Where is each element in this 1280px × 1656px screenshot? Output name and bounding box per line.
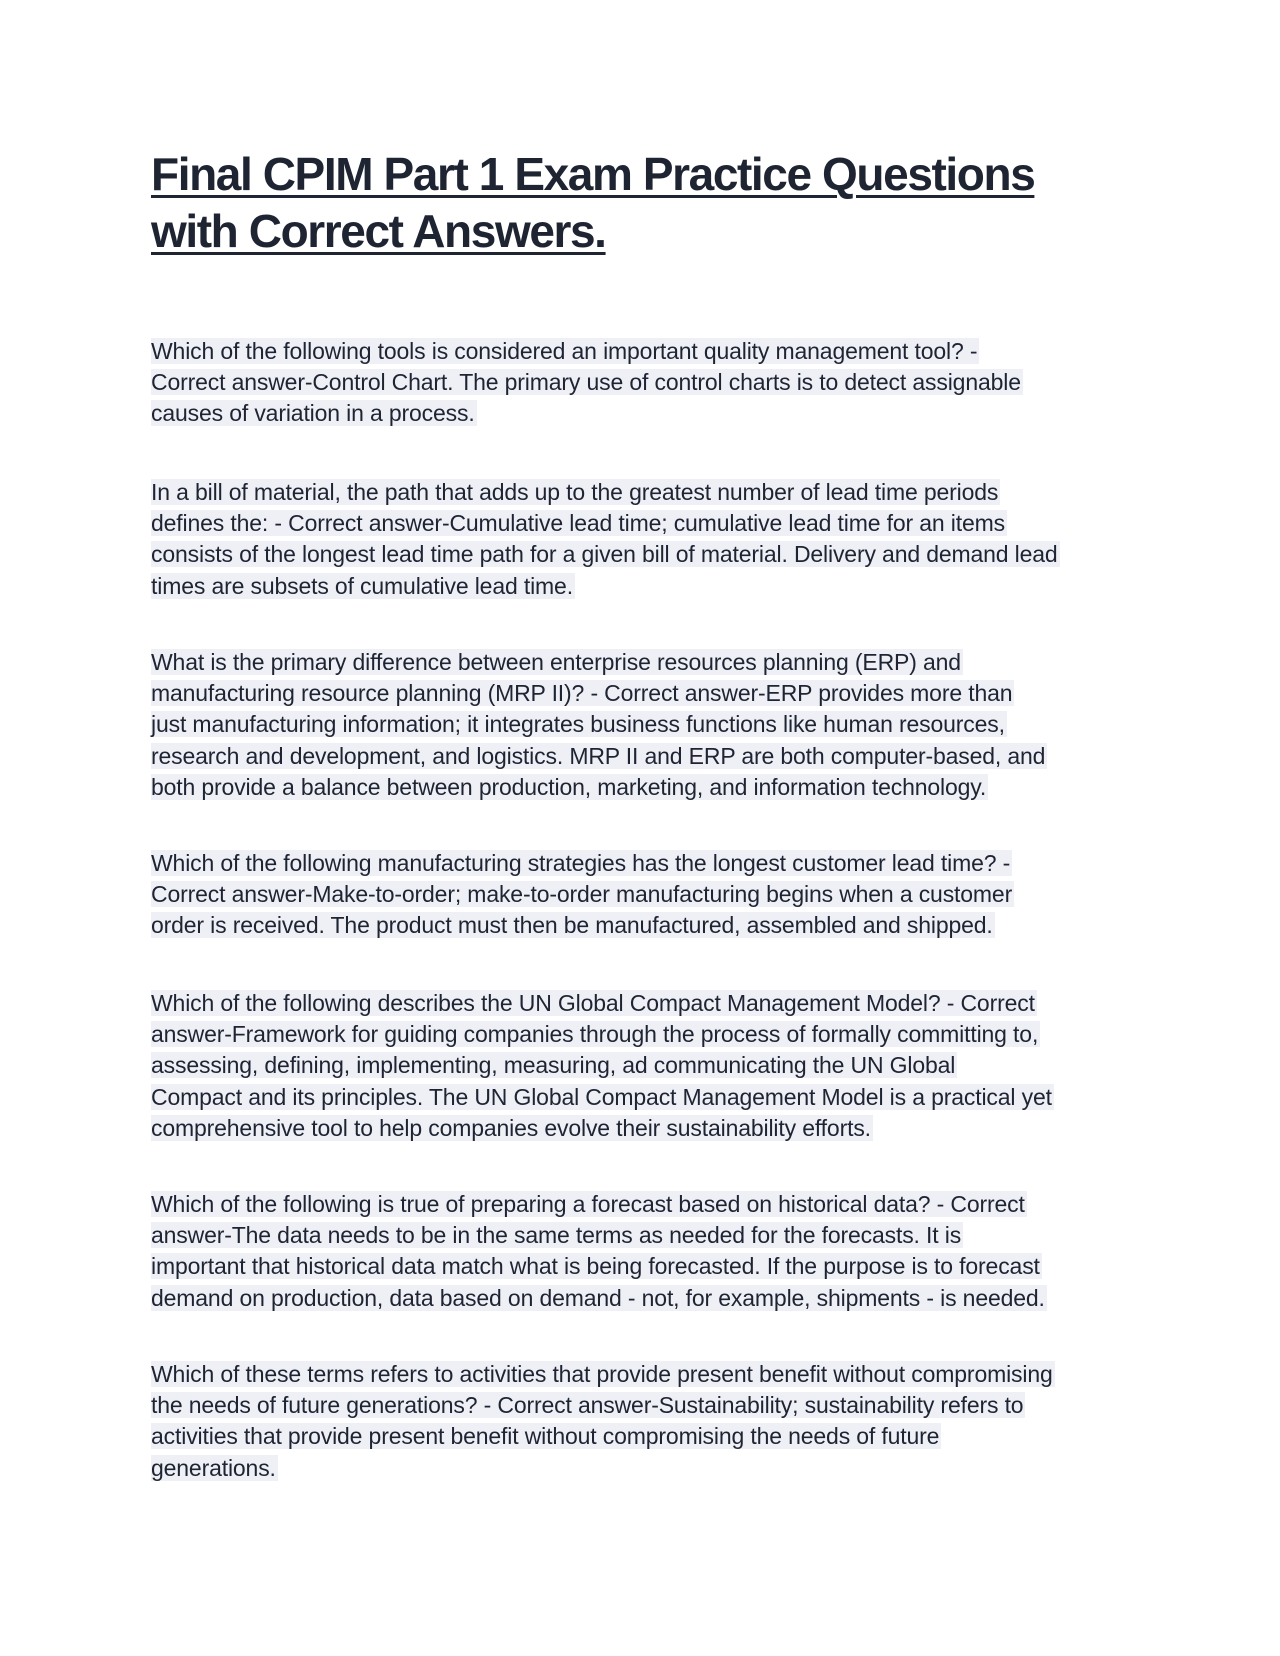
qa-line: answer-Framework for guiding companies through the process of formally committing to, bbox=[151, 1021, 1039, 1048]
qa-line: the needs of future generations? - Correct answer-Sustainability; sustainability refers to bbox=[151, 1392, 1024, 1419]
qa-item bbox=[151, 848, 1141, 942]
qa-line: answer-The data needs to be in the same terms as needed for the forecasts. It is bbox=[151, 1222, 962, 1249]
qa-line: In a bill of material, the path that adds up to the greatest number of lead time periods bbox=[151, 479, 999, 505]
qa-line: generations. bbox=[151, 1454, 276, 1481]
qa-line: assessing, defining, implementing, measuring, ad communicating the UN Global bbox=[151, 1052, 956, 1079]
qa-item bbox=[151, 336, 1141, 430]
qa-line: both provide a balance between production, marketing, and information technology. bbox=[151, 773, 987, 800]
qa-line: causes of variation in a process. bbox=[151, 400, 475, 427]
qa-line: Which of the following describes the UN Global Compact Management Model? - Correct bbox=[151, 990, 1035, 1016]
qa-line: activities that provide present benefit without compromising the needs of future bbox=[151, 1423, 940, 1450]
qa-line: important that historical data match what is being forecasted. If the purpose is to forecast bbox=[151, 1253, 1040, 1280]
qa-item bbox=[151, 1359, 1141, 1484]
qa-line: What is the primary difference between enterprise resources planning (ERP) and bbox=[151, 649, 961, 675]
qa-line: Which of the following is true of preparing a forecast based on historical data? - Correct bbox=[151, 1191, 1025, 1217]
qa-line: order is received. The product must then be manufactured, assembled and shipped. bbox=[151, 912, 993, 939]
qa-item bbox=[151, 1189, 1141, 1314]
qa-item bbox=[151, 988, 1141, 1144]
qa-line: comprehensive tool to help companies evolve their sustainability efforts. bbox=[151, 1114, 871, 1141]
qa-line: Compact and its principles. The UN Global Compact Management Model is a practical yet bbox=[151, 1083, 1052, 1110]
qa-line: research and development, and logistics. MRP II and ERP are both computer-based, and bbox=[151, 742, 1046, 769]
qa-line: Correct answer-Control Chart. The primary use of control charts is to detect assignable bbox=[151, 369, 1021, 396]
qa-line: demand on production, data based on demand - not, for example, shipments - is needed. bbox=[151, 1284, 1045, 1311]
qa-item bbox=[151, 647, 1141, 803]
title-line: Final CPIM Part 1 Exam Practice Questions bbox=[151, 148, 1035, 200]
qa-line: Which of these terms refers to activities that provide present benefit without compromising bbox=[151, 1361, 1053, 1387]
title-line: with Correct Answers. bbox=[151, 205, 606, 257]
qa-line: consists of the longest lead time path for a given bill of material. Delivery and demand lead bbox=[151, 541, 1058, 568]
qa-line: Which of the following tools is considered an important quality management tool? - bbox=[151, 338, 978, 364]
qa-line: just manufacturing information; it integrates business functions like human resources, bbox=[151, 711, 1005, 738]
qa-line: times are subsets of cumulative lead time. bbox=[151, 572, 573, 599]
qa-line: Correct answer-Make-to-order; make-to-order manufacturing begins when a customer bbox=[151, 881, 1013, 908]
qa-item bbox=[151, 477, 1141, 602]
qa-line: manufacturing resource planning (MRP II)? - Correct answer-ERP provides more than bbox=[151, 680, 1013, 707]
qa-line: defines the: - Correct answer-Cumulative lead time; cumulative lead time for an items bbox=[151, 510, 1005, 537]
page-title bbox=[151, 146, 1111, 260]
qa-line: Which of the following manufacturing strategies has the longest customer lead time? - bbox=[151, 850, 1011, 876]
